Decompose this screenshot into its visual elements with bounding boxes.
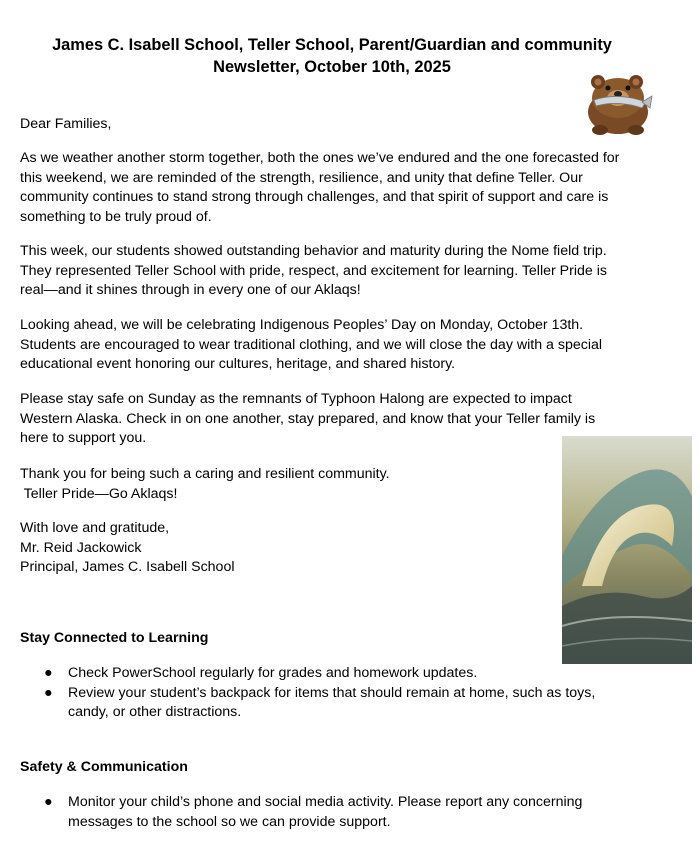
- bear-mascot-icon: [578, 68, 658, 138]
- signature-role: Principal, James C. Isabell School: [20, 559, 235, 575]
- ocean-wave-image: [562, 436, 692, 664]
- section-heading-safety: Safety & Communication: [20, 759, 188, 775]
- section-heading-learning: Stay Connected to Learning: [20, 630, 209, 646]
- list-item: [20, 664, 595, 684]
- list-item-line: Review your student’s backpack for items that should remain at home, such as toys,: [68, 684, 596, 701]
- signature: [20, 519, 234, 578]
- paragraph-line: Looking ahead, we will be celebrating Indigenous Peoples’ Day on Monday, October 13th.: [20, 317, 584, 333]
- list-item-line: messages to the school so we can provide support.: [68, 813, 391, 830]
- title-line-1: James C. Isabell School, Teller School, Parent/Guardian and community: [52, 36, 612, 54]
- list-item-line: Monitor your child’s phone and social media activity. Please report any concerning: [68, 794, 583, 810]
- paragraph-line: They represented Teller School with pride, respect, and excitement for learning. Teller Pride is: [20, 262, 607, 279]
- list-item-line: Check PowerSchool regularly for grades and homework updates.: [68, 665, 478, 681]
- paragraph-line: community continues to stand strong through challenges, and that spirit of support and care is: [20, 189, 609, 205]
- signature-name: Mr. Reid Jackowick: [20, 539, 142, 556]
- list-item: [20, 684, 595, 723]
- bullet-icon: ●: [44, 665, 53, 681]
- paragraph-line: Teller Pride—Go Aklaqs!: [20, 485, 178, 502]
- paragraph-line: Please stay safe on Sunday as the remnants of Typhoon Halong are expected to impact: [20, 391, 572, 407]
- paragraph-line: here to support you.: [20, 430, 147, 446]
- paragraph-line: Thank you for being such a caring and resilient community.: [20, 466, 390, 482]
- title-line-2: Newsletter, October 10th, 2025: [213, 58, 451, 76]
- list-item: [20, 793, 582, 832]
- paragraph-line: This week, our students showed outstanding behavior and maturity during the Nome field trip.: [20, 243, 607, 259]
- paragraph-thank-you: [20, 465, 390, 504]
- paragraph-indigenous-day: [20, 316, 602, 375]
- paragraph-line: As we weather another storm together, both the ones we’ve endured and the one forecasted for: [20, 150, 620, 166]
- paragraph-typhoon: [20, 390, 595, 449]
- newsletter-title: [20, 34, 644, 78]
- signature-closing: With love and gratitude,: [20, 520, 170, 536]
- paragraph-line: real—and it shines through in every one of our Aklaqs!: [20, 282, 361, 298]
- paragraph-storm: [20, 149, 619, 227]
- paragraph-line: something to be truly proud of.: [20, 208, 212, 225]
- paragraph-line: this weekend, we are reminded of the strength, resilience, and unity that define Teller. Our: [20, 169, 583, 186]
- safety-list: [20, 793, 582, 832]
- list-item-line: candy, or other distractions.: [68, 704, 242, 720]
- greeting: Dear Families,: [20, 116, 112, 132]
- paragraph-line: educational event honoring our cultures, heritage, and shared history.: [20, 356, 456, 372]
- bullet-icon: ●: [44, 684, 53, 701]
- paragraph-line: Students are encouraged to wear traditional clothing, and we will close the day with a special: [20, 336, 603, 353]
- paragraph-field-trip: [20, 242, 607, 301]
- learning-list: [20, 664, 595, 723]
- paragraph-line: Western Alaska. Check in on one another, stay prepared, and know that your Teller family is: [20, 410, 596, 427]
- bullet-icon: ●: [44, 794, 53, 810]
